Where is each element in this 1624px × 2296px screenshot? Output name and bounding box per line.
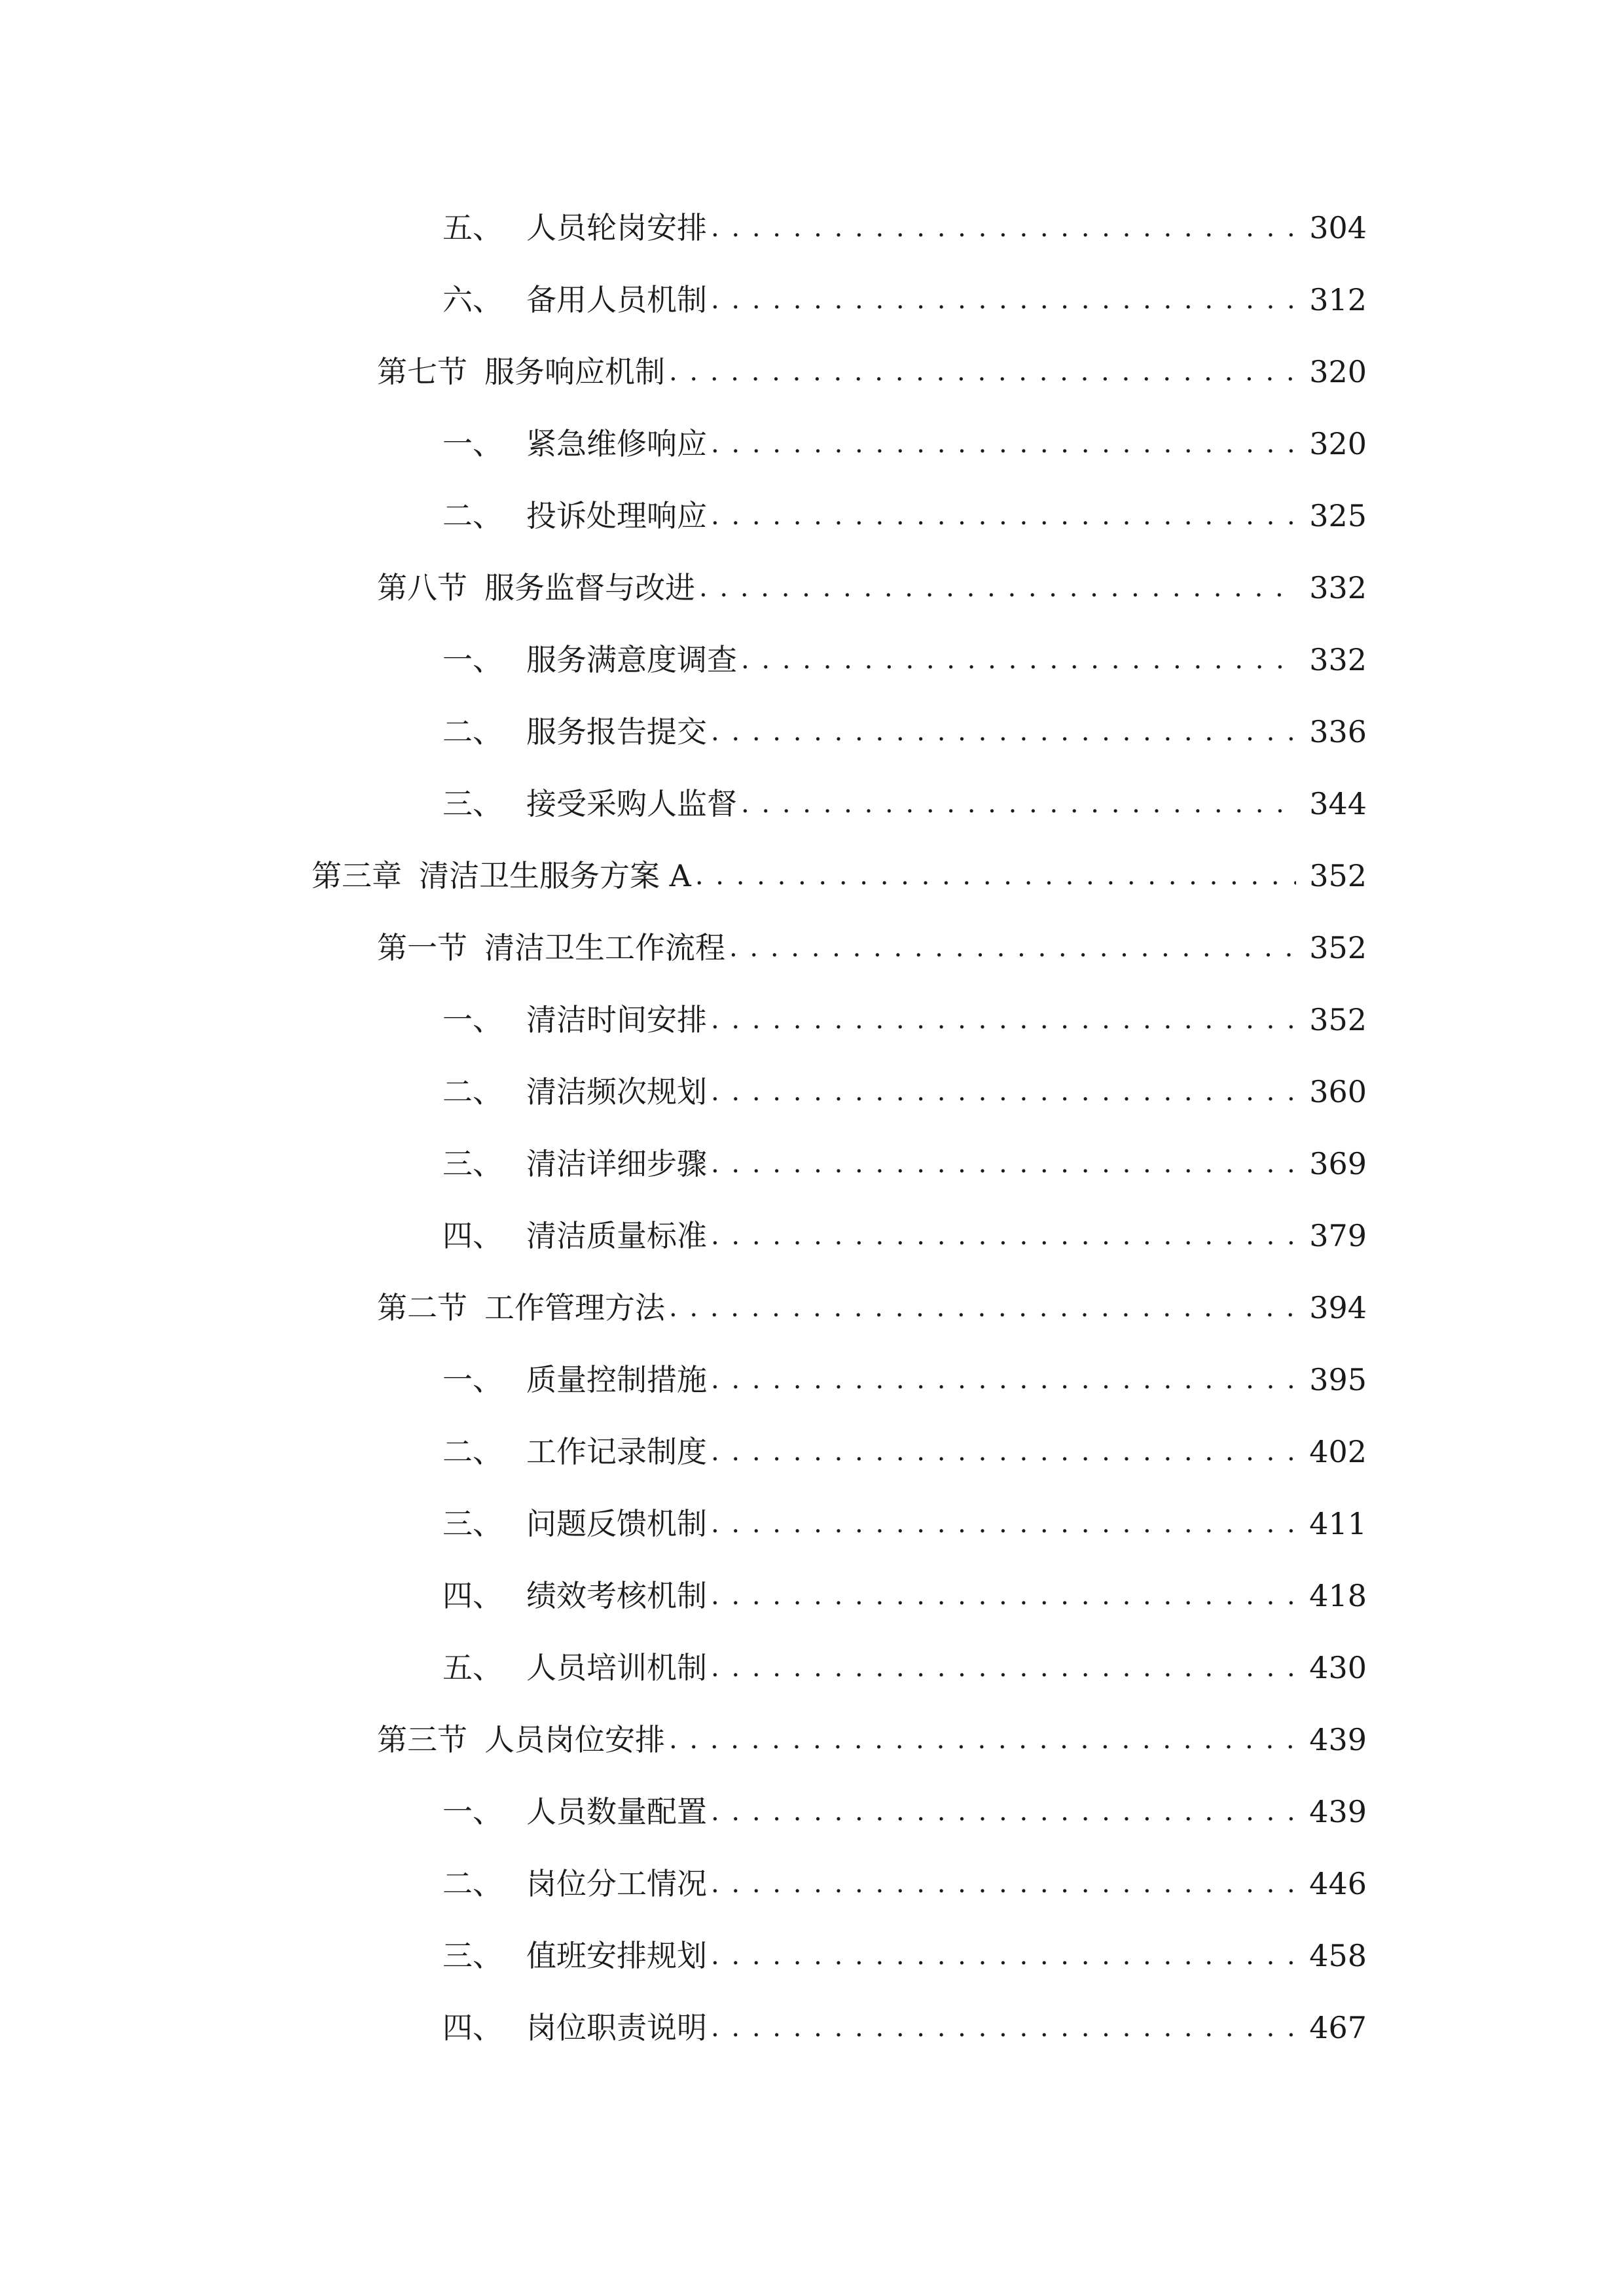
toc-entry[interactable] (442, 1498, 1367, 1550)
toc-entry-page-number: 304 (1309, 210, 1367, 245)
toc-dot-leader (711, 274, 1296, 326)
toc-entry-number: 二、 (442, 498, 503, 533)
toc-dot-leader (711, 1857, 1296, 1910)
toc-entry[interactable] (442, 202, 1367, 254)
toc-entry-page-number: 395 (1309, 1362, 1367, 1397)
toc-dot-leader (711, 1066, 1296, 1118)
toc-entry-page-number: 418 (1309, 1578, 1367, 1613)
toc-entry-page-number: 430 (1309, 1650, 1367, 1685)
toc-dot-leader (711, 490, 1296, 542)
toc-dot-leader (711, 1785, 1296, 1838)
toc-entry-title: 服务满意度调查 (526, 642, 737, 677)
toc-dot-leader (699, 562, 1296, 614)
toc-entry-number: 五、 (442, 210, 503, 245)
toc-entry-title: 服务响应机制 (484, 354, 665, 389)
toc-dot-leader (711, 1210, 1296, 1262)
toc-entry-prefix: 第三节 (377, 1722, 467, 1757)
toc-entry-number: 三、 (442, 1506, 503, 1541)
toc-entry-page-number: 360 (1309, 1074, 1367, 1109)
toc-entry-title: 清洁频次规划 (526, 1074, 707, 1109)
toc-dot-leader (711, 1570, 1296, 1622)
toc-entry[interactable] (442, 1570, 1367, 1622)
toc-entry[interactable] (442, 1426, 1367, 1478)
toc-entry-number: 四、 (442, 2010, 503, 2045)
toc-entry[interactable] (442, 418, 1367, 470)
toc-entry-page-number: 332 (1309, 570, 1367, 605)
toc-entry-title: 清洁卫生服务方案 A (419, 858, 691, 893)
toc-entry-title: 岗位职责说明 (526, 2010, 707, 2045)
toc-entry-page-number: 467 (1309, 2010, 1367, 2045)
toc-entry-page-number: 352 (1309, 858, 1367, 893)
toc-entry[interactable] (442, 1138, 1367, 1190)
toc-dot-leader (711, 994, 1296, 1046)
toc-entry[interactable] (442, 274, 1367, 326)
toc-entry[interactable] (442, 994, 1367, 1046)
toc-entry-page-number: 369 (1309, 1146, 1367, 1181)
toc-entry[interactable] (312, 850, 1367, 902)
toc-entry-prefix: 第一节 (377, 930, 467, 965)
toc-entry-title: 人员轮岗安排 (526, 210, 707, 245)
toc-entry-page-number: 352 (1309, 1002, 1367, 1037)
toc-entry-title: 人员岗位安排 (484, 1722, 665, 1757)
toc-entry-title: 岗位分工情况 (526, 1866, 707, 1901)
toc-entry[interactable] (442, 490, 1367, 542)
toc-entry-page-number: 325 (1309, 498, 1367, 533)
toc-entry-number: 四、 (442, 1578, 503, 1613)
toc-entry-number: 五、 (442, 1650, 503, 1685)
toc-entry[interactable] (377, 922, 1367, 974)
toc-dot-leader (711, 1426, 1296, 1478)
toc-entry-title: 问题反馈机制 (526, 1506, 707, 1541)
toc-entry-title: 人员培训机制 (526, 1650, 707, 1685)
toc-entry-title: 清洁质量标准 (526, 1218, 707, 1253)
toc-entry-page-number: 394 (1309, 1290, 1367, 1325)
toc-entry-title: 人员数量配置 (526, 1794, 707, 1829)
toc-entry[interactable] (377, 346, 1367, 398)
toc-entry-page-number: 336 (1309, 714, 1367, 749)
toc-dot-leader (729, 922, 1296, 974)
toc-entry-number: 三、 (442, 786, 503, 821)
toc-entry[interactable] (442, 1857, 1367, 1910)
toc-entry-number: 二、 (442, 1074, 503, 1109)
toc-entry-title: 质量控制措施 (526, 1362, 707, 1397)
toc-entry-number: 二、 (442, 1434, 503, 1469)
toc-dot-leader (669, 1282, 1296, 1334)
toc-entry-title: 值班安排规划 (526, 1938, 707, 1973)
toc-entry[interactable] (442, 778, 1367, 830)
toc-entry-title: 服务报告提交 (526, 714, 707, 749)
toc-dot-leader (741, 778, 1296, 830)
toc-entry-title: 绩效考核机制 (526, 1578, 707, 1613)
toc-entry-title: 清洁时间安排 (526, 1002, 707, 1037)
toc-entry-page-number: 439 (1309, 1722, 1367, 1757)
toc-entry-page-number: 458 (1309, 1938, 1367, 1973)
toc-dot-leader (741, 634, 1296, 686)
toc-entry-title: 服务监督与改进 (484, 570, 695, 605)
toc-entry-number: 一、 (442, 1362, 503, 1397)
toc-entry-number: 一、 (442, 1002, 503, 1037)
toc-entry[interactable] (442, 1785, 1367, 1838)
toc-entry[interactable] (442, 1066, 1367, 1118)
toc-dot-leader (711, 418, 1296, 470)
toc-dot-leader (669, 346, 1296, 398)
toc-entry-page-number: 379 (1309, 1218, 1367, 1253)
toc-entry-page-number: 344 (1309, 786, 1367, 821)
toc-entry-title: 清洁详细步骤 (526, 1146, 707, 1181)
toc-entry-page-number: 320 (1309, 354, 1367, 389)
toc-entry-title: 工作记录制度 (526, 1434, 707, 1469)
toc-entry[interactable] (442, 1929, 1367, 1982)
toc-dot-leader (695, 850, 1296, 902)
toc-dot-leader (711, 2001, 1296, 2054)
toc-entry-page-number: 312 (1309, 282, 1367, 317)
toc-entry-page-number: 332 (1309, 642, 1367, 677)
toc-entry-number: 六、 (442, 282, 503, 317)
toc-entry-number: 一、 (442, 642, 503, 677)
toc-entry[interactable] (442, 634, 1367, 686)
toc-entry-page-number: 402 (1309, 1434, 1367, 1469)
toc-dot-leader (711, 1498, 1296, 1550)
toc-entry-title: 备用人员机制 (526, 282, 707, 317)
toc-entry-number: 一、 (442, 1794, 503, 1829)
toc-entry-number: 一、 (442, 426, 503, 461)
toc-dot-leader (711, 202, 1296, 254)
toc-dot-leader (669, 1713, 1296, 1766)
toc-entry-prefix: 第二节 (377, 1290, 467, 1325)
toc-entry-page-number: 439 (1309, 1794, 1367, 1829)
toc-entry-title: 投诉处理响应 (526, 498, 707, 533)
toc-entry[interactable] (377, 1713, 1367, 1766)
toc-entry[interactable] (442, 1354, 1367, 1406)
toc-entry-page-number: 411 (1309, 1506, 1367, 1541)
toc-entry[interactable] (442, 2001, 1367, 2054)
toc-dot-leader (711, 706, 1296, 758)
toc-entry[interactable] (442, 706, 1367, 758)
toc-entry-title: 接受采购人监督 (526, 786, 737, 821)
toc-entry-title: 工作管理方法 (484, 1290, 665, 1325)
toc-entry[interactable] (442, 1210, 1367, 1262)
toc-entry-title: 紧急维修响应 (526, 426, 707, 461)
toc-dot-leader (711, 1354, 1296, 1406)
toc-entry-title: 清洁卫生工作流程 (484, 930, 725, 965)
toc-entry-number: 三、 (442, 1146, 503, 1181)
toc-entry-number: 二、 (442, 1866, 503, 1901)
toc-entry-page-number: 446 (1309, 1866, 1367, 1901)
toc-entry-number: 三、 (442, 1938, 503, 1973)
toc-entry-prefix: 第三章 (312, 858, 402, 893)
toc-entry[interactable] (377, 1282, 1367, 1334)
toc-entry-prefix: 第八节 (377, 570, 467, 605)
toc-entry-prefix: 第七节 (377, 354, 467, 389)
toc-entry-page-number: 352 (1309, 930, 1367, 965)
toc-entry-number: 二、 (442, 714, 503, 749)
toc-dot-leader (711, 1929, 1296, 1982)
toc-dot-leader (711, 1138, 1296, 1190)
toc-entry[interactable] (442, 1641, 1367, 1694)
toc-dot-leader (711, 1641, 1296, 1694)
toc-entry-number: 四、 (442, 1218, 503, 1253)
toc-entry-page-number: 320 (1309, 426, 1367, 461)
toc-entry[interactable] (377, 562, 1367, 614)
